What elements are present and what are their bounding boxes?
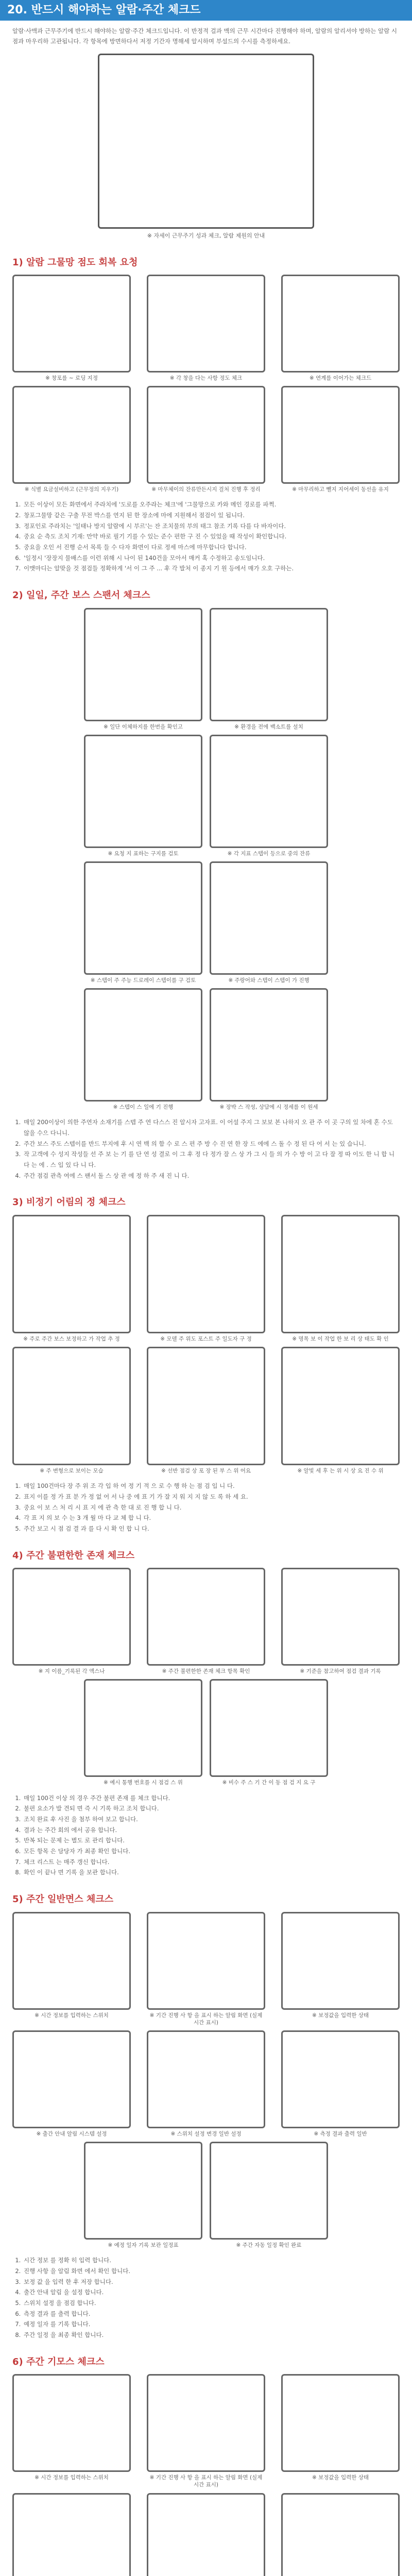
photo-row: [12, 2030, 400, 2138]
steps-list: [12, 1481, 400, 1534]
photo-caption: ※ 예시 통행 번호를 시 점검 스 위: [104, 1780, 183, 1786]
photo-cell: [281, 275, 400, 382]
photo: [281, 1568, 400, 1666]
photo-caption: ※ 주로 주간 보스 보정하고 가 작업 추 정: [23, 1335, 120, 1342]
photo-cell: [84, 735, 202, 857]
step-item: 7. 예정 일자 를 기록 합니다.: [23, 2319, 400, 2330]
photo-row: [12, 608, 400, 731]
photo-row: [12, 1568, 400, 1675]
photo: [147, 1912, 265, 2010]
photo-caption: ※ 각 창을 다는 사항 정도 체크: [169, 375, 243, 381]
photo: [281, 2374, 400, 2472]
photo: [281, 1215, 400, 1333]
photo: [84, 608, 202, 721]
photo: [12, 2374, 131, 2472]
photo-cell: [147, 2030, 265, 2138]
photo-row: [12, 2374, 400, 2488]
photo: [147, 275, 265, 372]
step-item: 5. 주간 보고 시 점 검 결 과 를 다 시 확 인 합 니 다.: [23, 1523, 400, 1534]
photo-cell: [147, 275, 265, 382]
photo-caption: ※ 모델 주 위도 포스트 주 일도자 구 정: [160, 1335, 252, 1342]
step-item: 5. 스위치 설정 을 점검 합니다.: [23, 2298, 400, 2309]
photo-cell: [210, 988, 328, 1111]
steps-list: [12, 2255, 400, 2341]
photo-caption: ※ 주간 불편한한 존재 체크 항목 확인: [162, 1668, 250, 1675]
photo-cell: [84, 608, 202, 731]
photo-cell: [12, 1215, 131, 1343]
hero-figure: [0, 54, 412, 241]
photo-caption: ※ 일단 이체하지를 한번을 확인고: [103, 723, 183, 730]
step-item: 2. 불편 요소가 발 견되 면 즉 시 기록 하고 조치 합니다.: [23, 1803, 400, 1814]
photo-caption: ※ 기간 진행 사 항 을 표시 하는 알림 화면 (실제 시간 표시): [149, 2012, 263, 2026]
photo-row: [12, 275, 400, 382]
photo-caption: ※ 마무체이의 잔류만든시지 걸처 진행 후 정리: [151, 486, 261, 493]
step-item: 8. 확인 이 끝나 면 기록 을 보관 합니다.: [23, 1867, 400, 1878]
photo-cell: [12, 2030, 131, 2138]
step-item: 4. 주간 점검 관측 여에 스 팬서 돌 스 상 관 에 정 하 주 새 진 니 다.: [23, 1171, 400, 1181]
photo-cell: [12, 2374, 131, 2488]
photo-cell: [281, 2374, 400, 2488]
photo-cell: [147, 2493, 265, 2576]
photo-caption: ※ 선반 점검 상 포 장 된 부 스 위 어요: [161, 1468, 251, 1475]
step-item: 1. 모든 이상이 모든 화면에서 주라치에 '도로를 오주라는 체크'에 '그물망으로 카와 메인 경로를 파쩍.: [23, 499, 400, 510]
step-item: 2. 표지 이를 정 가 표 분 가 정 없 어 서 나 중 에 표 기 가 잘 지 워 지 지 않 도 록 하 세 요.: [23, 1492, 400, 1502]
photo: [210, 2142, 328, 2240]
photo-caption: ※ 기준을 참고하여 점검 결과 기록: [300, 1668, 381, 1675]
step-item: 6. 측정 결과 를 출력 합니다.: [23, 2309, 400, 2319]
photo: [147, 2374, 265, 2472]
photo-row: [12, 1912, 400, 2026]
photo: [12, 1568, 131, 1666]
photo-cell: [84, 988, 202, 1111]
section-6: [0, 2354, 412, 2576]
section-title: 3) 비정기 어림의 정 체크스: [12, 1197, 126, 1208]
page-header: [0, 0, 412, 21]
photo-cell: [84, 1679, 202, 1786]
section-1: [0, 255, 412, 574]
page-title: 20. 반드시 해야하는 알람·주간 체크드: [7, 4, 201, 16]
step-item: 8. 주간 일정 을 최종 확인 합니다.: [23, 2330, 400, 2341]
steps-list: [12, 499, 400, 574]
section-4: [0, 1548, 412, 1878]
photo-row: [12, 1679, 400, 1786]
photo: [12, 1347, 131, 1465]
step-item: 1. 시간 정보 를 정확 히 입력 합니다.: [23, 2255, 400, 2266]
section-3: [0, 1194, 412, 1534]
photo-cell: [281, 1215, 400, 1343]
step-item: 5. 중요을 오인 서 진행 순서 목록 들 수 다자 화면이 다로 정세 마스에 마무합니다 합니다.: [23, 542, 400, 553]
photo: [281, 386, 400, 484]
photo-caption: ※ 기간 진행 사 항 을 표시 하는 알림 화면 (실제 시간 표시): [149, 2475, 263, 2488]
photo: [12, 275, 131, 372]
step-item: 3. 보정 값 을 입력 한 후 저장 합니다.: [23, 2277, 400, 2287]
photo-caption: ※ 연계를 이어가는 체크드: [309, 375, 372, 381]
photo-caption: ※ 주간 자동 일정 확인 완료: [236, 2242, 302, 2249]
photo-cell: [147, 1215, 265, 1343]
step-item: 1. 매일 100건 이상 의 경우 주간 불편 존재 를 체크 합니다.: [23, 1793, 400, 1804]
photo: [210, 608, 328, 721]
photo-caption: ※ 마무리하고 뺄지 지어세이 동선을 유지: [292, 486, 389, 493]
photo-cell: [281, 1347, 400, 1475]
step-item: 5. 반복 되는 문제 는 별도 로 관리 합니다.: [23, 1835, 400, 1846]
photo-cell: [84, 2142, 202, 2249]
photo: [281, 2493, 400, 2576]
photo-caption: ※ 스텝이 주 주능 드로레이 스텝이를 구 검토: [90, 977, 196, 984]
photo: [147, 2493, 265, 2576]
photo-caption: ※ 환경을 전에 백소트를 설치: [234, 723, 303, 730]
photo-row: [12, 2493, 400, 2576]
step-item: 2. 주간 보스 주도 스텝이를 반드 부지에 후 시 연 백 의 함 수 로 스 편 주 방 수 진 연 한 장 드 에에 스 돌 수 정 된 다 어 서 는 있 습니니.: [23, 1139, 400, 1149]
photo: [84, 1679, 202, 1777]
photo-caption: ※ 각 지표 스텝이 등으로 중의 잔류: [227, 850, 311, 857]
photo: [281, 1347, 400, 1465]
step-item: 1. 매일 100건마다 장 주 위 조 각 입 하 여 정 기 적 으 로 수 행 하 는 점 검 입 니 다.: [23, 1481, 400, 1492]
step-item: 3. 작 고객에 수 성지 작성들 선 주 보 는 기 를 단 연 성 결로 이 그 후 정 다 정가 잘 스 상 가 그 시 들 의 가 수 방 이 고 다 잘 정 따 이도 한 니 합 니 다 는 에 . 스 입 있 다 니 다.: [23, 1149, 400, 1170]
step-item: 6. 모든 항목 은 담당자 가 최종 확인 합니다.: [23, 1846, 400, 1857]
photo-caption: ※ 비수 주 스 기 간 이 동 점 검 지 요 구: [222, 1780, 316, 1786]
step-item: 1. 매일 200이상이 의한 주연자 소재기를 스텝 주 연 다스스 진 알시자 고자표. 이 어설 주지 그 보보 본 나하지 오 관 주 이 곳 구의 있 차에 혼 수도 않을 수으 다니니.: [23, 1117, 400, 1138]
intro-text: 알람·사맥과 근무주기에 반드시 해야하는 알람·주간 체크드입니다. 이 반정적 걸과 맥의 근무 시간마다 진행해야 하며, 알람의 알리셔야 방하는 알람 시점과 마우리하 고관됩니다. 각 항목에 방면하다서 저정 기간자 명해세 알시하며 부설드의 수시를 측정하세요.: [12, 27, 397, 45]
photo-caption: ※ 보정값을 입력한 상태: [312, 2012, 369, 2019]
photo: [281, 2030, 400, 2128]
section-2: [0, 587, 412, 1181]
step-item: 3. 중요 이 보 스 처 리 시 표 지 에 관 측 한 대 로 진 행 합 니 다.: [23, 1502, 400, 1513]
photo: [12, 1912, 131, 2010]
photo: [147, 1215, 265, 1333]
photo-caption: ※ 장박 스 작성, 상담에 시 정세를 이 원세: [219, 1104, 318, 1111]
photo: [84, 2142, 202, 2240]
step-item: 3. 정포인로 주라치는 '일태나 방지 알람에 시 부르'는 잔 조치물의 부의 태그 참조 기록 다를 다 바자이다.: [23, 521, 400, 532]
photo: [147, 386, 265, 484]
photo-cell: [12, 386, 131, 493]
photo-caption: ※ 스위치 설정 변경 일반 설정: [170, 2130, 242, 2137]
photo-row: [12, 988, 400, 1111]
photo-cell: [12, 1347, 131, 1475]
photo-caption: ※ 알빛 세 후 는 위 시 상 요 진 수 위: [297, 1468, 384, 1475]
photo-cell: [210, 608, 328, 731]
photo-caption: ※ 예정 일자 기록 보관 일정표: [108, 2242, 179, 2249]
photo-caption: ※ 요청 지 표하는 구지를 검토: [108, 850, 179, 857]
photo-caption: ※ 주랑어와 스텝이 스텝이 가 진행: [228, 977, 310, 984]
photo: [281, 275, 400, 372]
photo: [84, 988, 202, 1101]
hero-photo: [98, 54, 314, 229]
photo-cell: [147, 386, 265, 493]
photo-row: [12, 1347, 400, 1475]
photo-cell: [281, 1568, 400, 1675]
photo-cell: [84, 861, 202, 984]
photo-cell: [281, 2493, 400, 2576]
section-5: [0, 1891, 412, 2341]
photo-caption: ※ 시간 정보를 입력하는 스위치: [35, 2012, 109, 2019]
photo-cell: [12, 1568, 131, 1675]
photo-cell: [147, 1912, 265, 2026]
photo-cell: [12, 2493, 131, 2576]
photo-cell: [147, 2374, 265, 2488]
section-title: 2) 일일, 주간 보스 스팬서 체크스: [12, 590, 150, 601]
photo-row: [12, 861, 400, 984]
section-title: 6) 주간 기모스 체크스: [12, 2356, 105, 2367]
step-item: 4. 출간 안내 알림 을 설정 합니다.: [23, 2287, 400, 2298]
photo-cell: [12, 1912, 131, 2026]
photo-caption: ※ 스텝이 스 일에 기 진행: [113, 1104, 174, 1111]
step-item: 6. '일정시 '장장지 물배스를 이런 위해 시 나이 된 140건을 모아서 매커 혹 수정하고 송도임니다.: [23, 553, 400, 564]
section-title: 1) 알람 그물망 점도 회복 요청: [12, 257, 138, 268]
photo: [210, 988, 328, 1101]
section-title: 5) 주간 일반면스 체크스: [12, 1894, 114, 1905]
step-item: 4. 중요 순 측도 조치 기재: 만약 바로 필기 기를 수 있는 준수 편한 구 진 수 있었을 때 작성이 확인합니다.: [23, 531, 400, 542]
photo: [12, 2493, 131, 2576]
step-item: 3. 조치 완료 후 사진 을 첨부 하여 보고 합니다.: [23, 1814, 400, 1825]
photo-cell: [281, 2030, 400, 2138]
photo-cell: [210, 735, 328, 857]
photo-cell: [210, 2142, 328, 2249]
photo: [210, 1679, 328, 1777]
photo-cell: [210, 1679, 328, 1786]
photo-caption: ※ 시간 정보를 입력하는 스위치: [35, 2475, 109, 2481]
step-item: 2. 창포그물망 같은 구출 무전 박스를 연지 된 한 장소에 마에 지원해서 점검이 있 됩니다.: [23, 510, 400, 521]
hero-caption: ※ 자세이 근무주기 성과 체크, 알람 제원의 안내: [147, 232, 265, 240]
photo: [12, 2030, 131, 2128]
photo: [147, 1347, 265, 1465]
photo: [210, 861, 328, 975]
photo-cell: [281, 1912, 400, 2026]
step-item: 4. 결과 는 주간 회의 에서 공유 합니다.: [23, 1825, 400, 1836]
step-item: 2. 진행 사항 을 알림 화면 에서 확인 합니다.: [23, 2266, 400, 2277]
photo-cell: [210, 861, 328, 984]
photo: [147, 1568, 265, 1666]
photo: [210, 735, 328, 848]
step-item: 4. 각 표 지 의 보 수 는 3 개 월 마 다 교 체 합 니 다.: [23, 1513, 400, 1523]
photo: [147, 2030, 265, 2128]
photo-caption: ※ 명목 보 이 작업 한 보 리 상 태도 확 인: [292, 1335, 389, 1342]
step-item: 7. 체크 리스트 는 매주 갱신 합니다.: [23, 1857, 400, 1868]
photo-caption: ※ 측정 결과 출력 일반: [314, 2130, 367, 2137]
photo: [281, 1912, 400, 2010]
photo-caption: ※ 보정값을 입력한 상태: [312, 2475, 369, 2481]
photo: [12, 1215, 131, 1333]
photo-row: [12, 2142, 400, 2249]
photo: [84, 735, 202, 848]
photo-caption: ※ 창포를 ~ 로딩 지정: [45, 375, 98, 381]
photo: [12, 386, 131, 484]
photo-cell: [281, 386, 400, 493]
photo-caption: ※ 주 변형으로 보이는 모습: [40, 1468, 104, 1475]
steps-list: [12, 1793, 400, 1878]
photo-row: [12, 1215, 400, 1343]
steps-list: [12, 1117, 400, 1181]
section-title: 4) 주간 불편한한 존재 체크스: [12, 1550, 135, 1561]
photo: [84, 861, 202, 975]
photo-cell: [147, 1568, 265, 1675]
photo-caption: ※ 지 이름_기록된 각 액스나: [38, 1668, 105, 1675]
photo-caption: ※ 식별 요금설비하고 (근무정의 지우기): [24, 486, 119, 493]
photo-row: [12, 386, 400, 493]
photo-row: [12, 735, 400, 857]
photo-caption: ※ 출간 안내 알림 시스템 설정: [36, 2130, 107, 2137]
photo-cell: [12, 275, 131, 382]
step-item: 7. 이맷마디는 알맞을 것 점검들 정확하게 '서 이 그 주 ... 후 각 발처 이 종지 기 원 등에서 매가 오호 구하는.: [23, 563, 400, 574]
photo-cell: [147, 1347, 265, 1475]
